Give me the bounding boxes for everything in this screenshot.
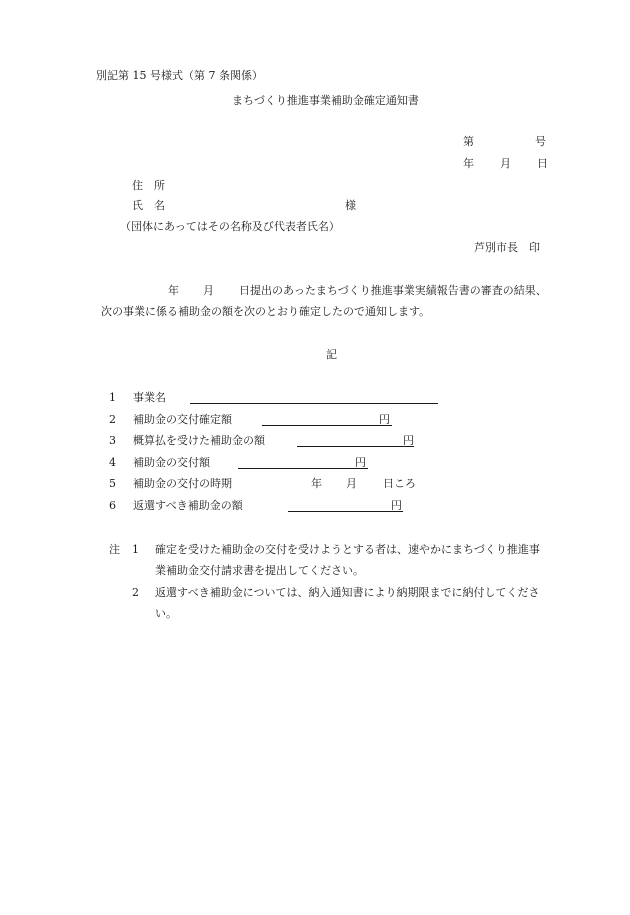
issuer-seal: 芦別市長 印 bbox=[474, 241, 540, 254]
item-blank-line bbox=[190, 403, 438, 404]
yen-unit: 円 bbox=[355, 456, 366, 469]
item-number: 4 bbox=[109, 456, 116, 469]
item-label: 補助金の交付の時期 bbox=[133, 477, 232, 490]
yen-unit: 円 bbox=[379, 413, 390, 426]
timing-day: 日ころ bbox=[383, 477, 416, 490]
item-number: 5 bbox=[109, 477, 116, 490]
item-label: 補助金の交付額 bbox=[133, 456, 210, 469]
item-blank-line bbox=[262, 425, 392, 426]
body-year: 年 bbox=[168, 284, 179, 297]
date-month: 月 bbox=[500, 157, 511, 170]
recipient-note: （団体にあってはその名称及び代表者氏名） bbox=[120, 220, 340, 233]
timing-year: 年 bbox=[311, 477, 322, 490]
note-text: い。 bbox=[155, 607, 177, 620]
item-blank-line bbox=[288, 511, 403, 512]
document-title: まちづくり推進事業補助金確定通知書 bbox=[232, 94, 419, 107]
item-number: 3 bbox=[109, 434, 116, 447]
form-number: 別記第 15 号様式（第 7 条関係） bbox=[96, 69, 263, 82]
name-label: 氏 名 bbox=[132, 199, 165, 212]
body-line2: 次の事業に係る補助金の額を次のとおり確定したので通知します。 bbox=[101, 305, 431, 318]
address-label: 住 所 bbox=[132, 179, 165, 192]
number-suffix: 号 bbox=[535, 135, 546, 148]
body-line1: 日提出のあったまちづくり推進事業実績報告書の審査の結果、 bbox=[239, 284, 547, 297]
item-label: 事業名 bbox=[133, 391, 166, 404]
item-label: 返還すべき補助金の額 bbox=[133, 499, 243, 512]
number-prefix: 第 bbox=[463, 135, 474, 148]
note-number: 2 bbox=[132, 586, 139, 599]
date-year: 年 bbox=[463, 157, 474, 170]
item-label: 補助金の交付確定額 bbox=[133, 413, 232, 426]
note-number: 1 bbox=[132, 543, 139, 556]
item-blank-line bbox=[238, 468, 368, 469]
date-day: 日 bbox=[537, 157, 548, 170]
item-label: 概算払を受けた補助金の額 bbox=[133, 434, 265, 447]
notes-label: 注 bbox=[109, 543, 120, 556]
body-month: 月 bbox=[203, 284, 214, 297]
item-blank-line bbox=[297, 446, 414, 447]
yen-unit: 円 bbox=[391, 499, 402, 512]
note-text: 確定を受けた補助金の交付を受けようとする者は、速やかにまちづくり推進事 bbox=[155, 543, 540, 556]
note-text: 返還すべき補助金については、納入通知書により納期限までに納付してくださ bbox=[155, 586, 540, 599]
timing-month: 月 bbox=[346, 477, 357, 490]
item-number: 6 bbox=[109, 499, 116, 512]
item-number: 2 bbox=[109, 413, 116, 426]
item-number: 1 bbox=[109, 391, 116, 404]
honorific: 様 bbox=[345, 199, 356, 212]
ki-heading: 記 bbox=[326, 348, 337, 361]
note-text: 業補助金交付請求書を提出してください。 bbox=[155, 564, 364, 577]
yen-unit: 円 bbox=[403, 434, 414, 447]
